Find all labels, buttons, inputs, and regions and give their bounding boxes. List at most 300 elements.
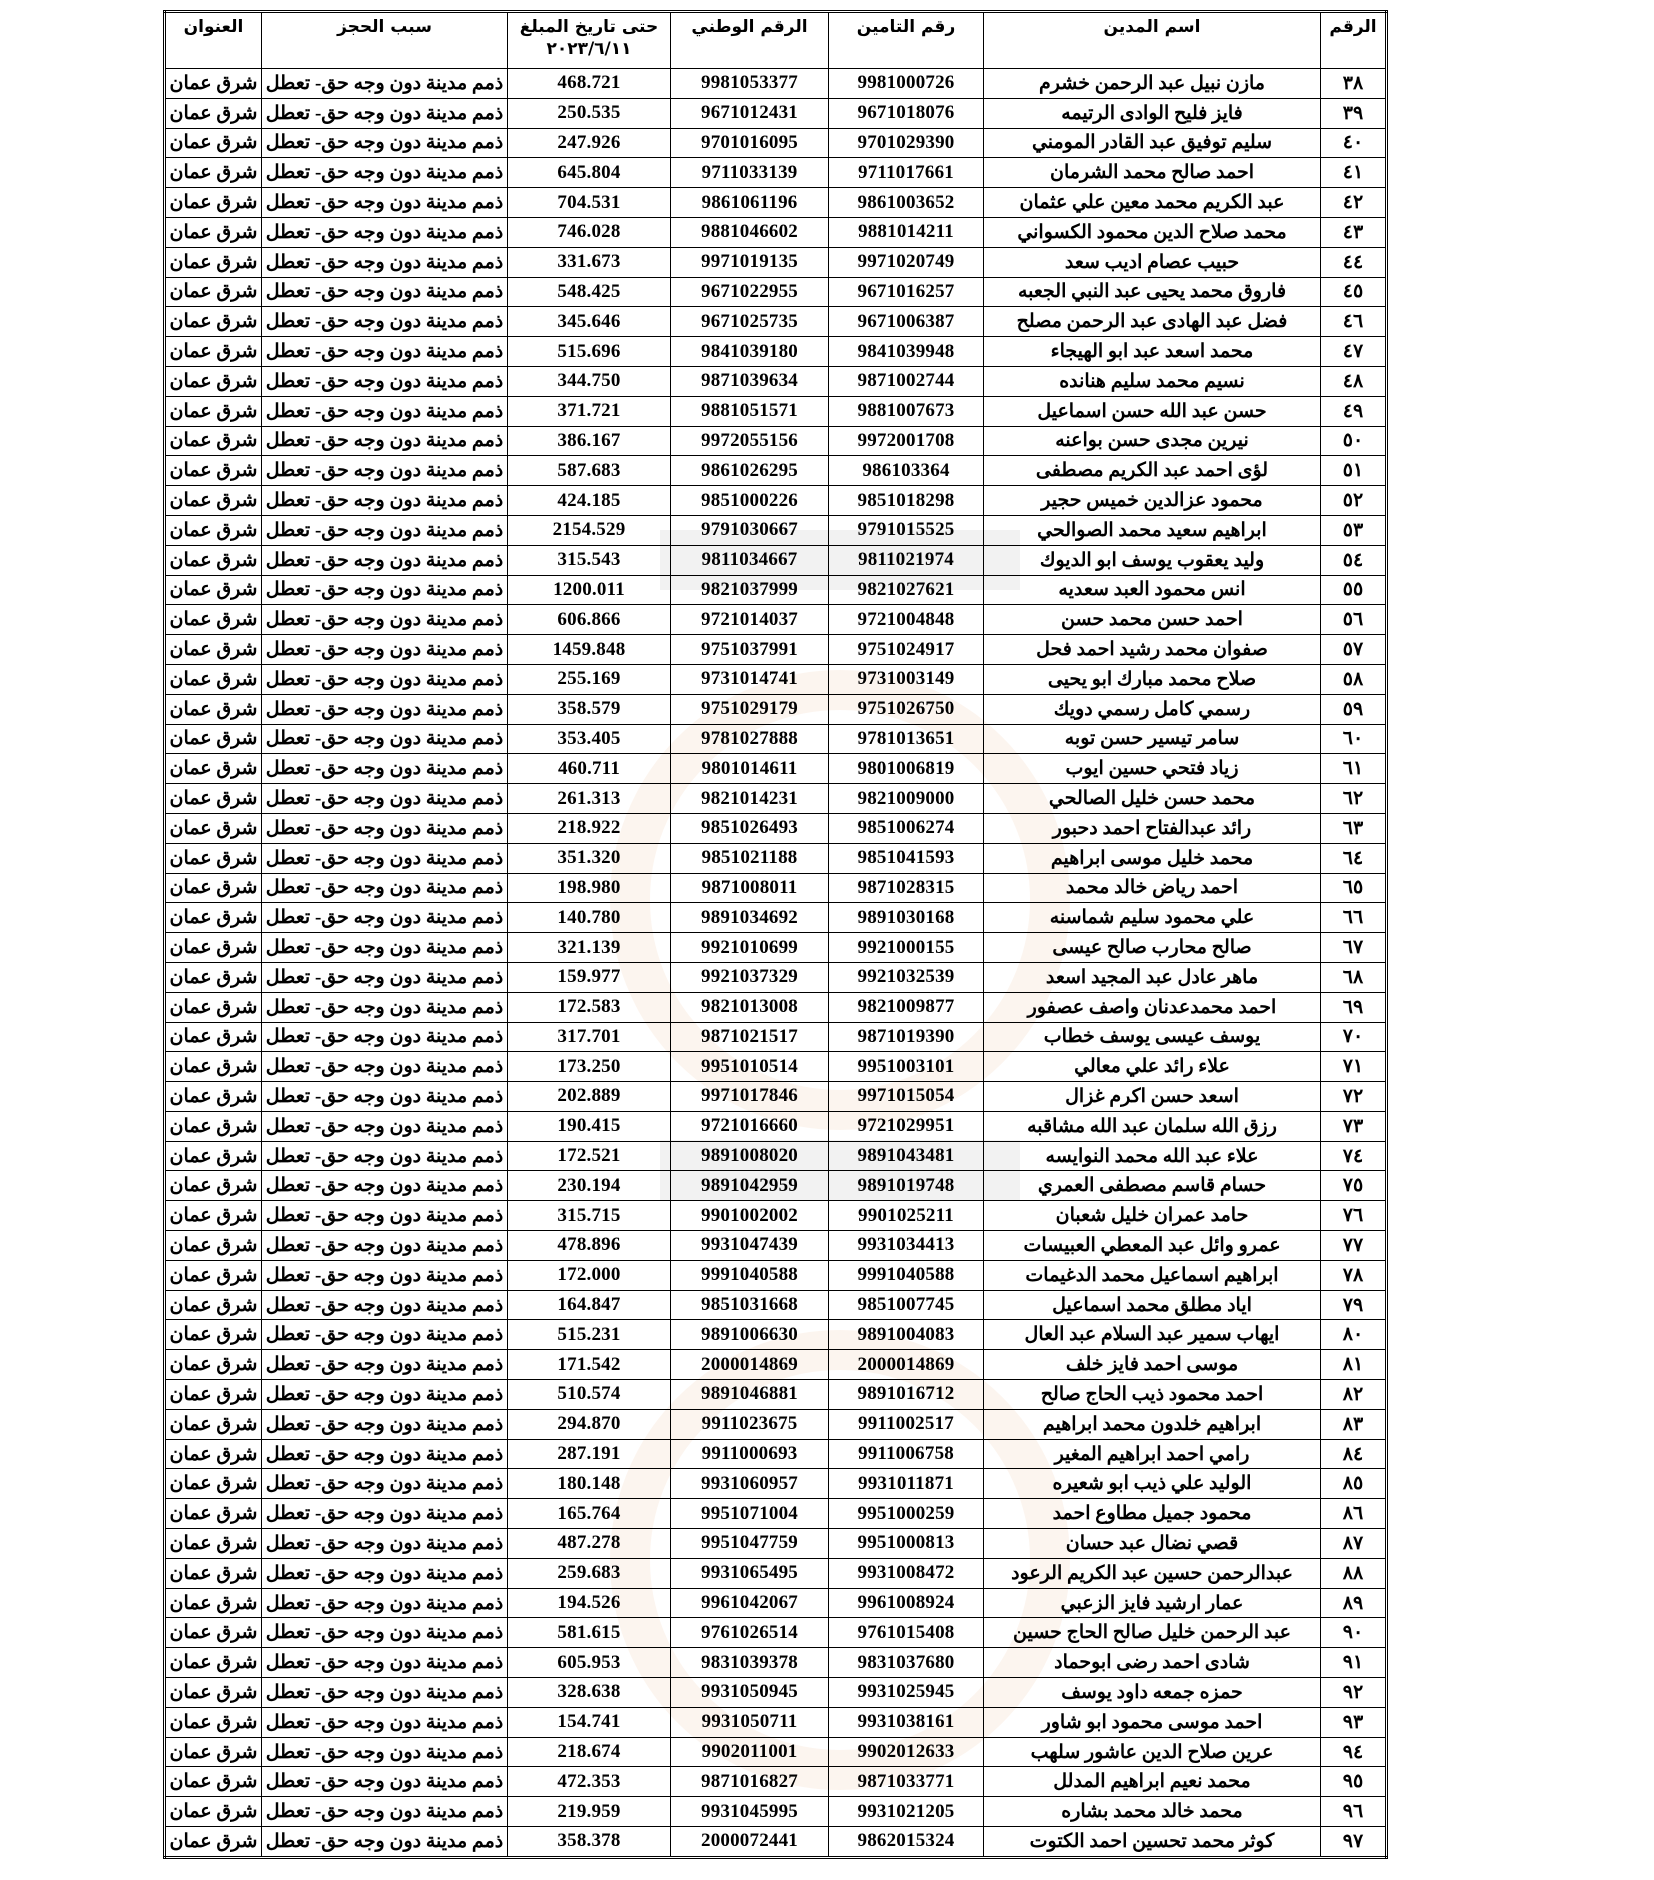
cell-national-id: 9731014741 [671, 664, 829, 694]
cell-reason: ذمم مدينة دون وجه حق- تعطل [262, 575, 508, 605]
cell-insurance-no: 9851018298 [829, 486, 984, 516]
cell-national-id: 9811034667 [671, 545, 829, 575]
cell-debtor-name: عبدالرحمن حسين عبد الكريم الرعود [984, 1558, 1321, 1588]
table-row [165, 307, 1387, 337]
cell-debtor-name: محمود عزالدين خميس حجير [984, 486, 1321, 516]
cell-debtor-name: ايهاب سمير عبد السلام عبد العال [984, 1320, 1321, 1350]
cell-amount: 424.185 [508, 486, 671, 516]
cell-debtor-name: وليد يعقوب يوسف ابو الديوك [984, 545, 1321, 575]
table-row [165, 337, 1387, 367]
cell-debtor-name: احمد صالح محمد الشرمان [984, 158, 1321, 188]
table-row [165, 1052, 1387, 1082]
cell-address: شرق عمان [165, 1618, 262, 1648]
cell-reason: ذمم مدينة دون وجه حق- تعطل [262, 426, 508, 456]
cell-amount: 315.715 [508, 1201, 671, 1231]
cell-national-id: 9921037329 [671, 962, 829, 992]
cell-address: شرق عمان [165, 784, 262, 814]
header-index: الرقم [1321, 12, 1387, 69]
cell-amount: 328.638 [508, 1678, 671, 1708]
cell-debtor-name: عبد الرحمن خليل صالح الحاج حسين [984, 1618, 1321, 1648]
cell-address: شرق عمان [165, 1171, 262, 1201]
cell-index: ٩٠ [1321, 1618, 1387, 1648]
cell-insurance-no: 9801006819 [829, 754, 984, 784]
cell-amount: 351.320 [508, 843, 671, 873]
cell-index: ٧٣ [1321, 1111, 1387, 1141]
cell-national-id: 9931047439 [671, 1231, 829, 1261]
cell-national-id: 9871021517 [671, 1022, 829, 1052]
cell-index: ٦٨ [1321, 962, 1387, 992]
cell-amount: 345.646 [508, 307, 671, 337]
cell-index: ٥٣ [1321, 515, 1387, 545]
cell-debtor-name: احمد محمدعدنان واصف عصفور [984, 992, 1321, 1022]
table-row [165, 784, 1387, 814]
cell-national-id: 9931050711 [671, 1707, 829, 1737]
cell-reason: ذمم مدينة دون وجه حق- تعطل [262, 486, 508, 516]
cell-address: شرق عمان [165, 1111, 262, 1141]
cell-amount: 172.000 [508, 1260, 671, 1290]
cell-amount: 218.922 [508, 813, 671, 843]
cell-reason: ذمم مدينة دون وجه حق- تعطل [262, 1469, 508, 1499]
cell-reason: ذمم مدينة دون وجه حق- تعطل [262, 1320, 508, 1350]
cell-reason: ذمم مدينة دون وجه حق- تعطل [262, 784, 508, 814]
cell-national-id: 9671025735 [671, 307, 829, 337]
cell-insurance-no: 9862015324 [829, 1827, 984, 1858]
cell-address: شرق عمان [165, 247, 262, 277]
cell-index: ٨٤ [1321, 1439, 1387, 1469]
cell-amount: 587.683 [508, 456, 671, 486]
cell-national-id: 9902011001 [671, 1737, 829, 1767]
cell-reason: ذمم مدينة دون وجه حق- تعطل [262, 307, 508, 337]
table-row [165, 277, 1387, 307]
cell-insurance-no: 9911002517 [829, 1409, 984, 1439]
cell-address: شرق عمان [165, 396, 262, 426]
table-row [165, 843, 1387, 873]
cell-amount: 358.378 [508, 1827, 671, 1858]
cell-amount: 173.250 [508, 1052, 671, 1082]
cell-insurance-no: 9831037680 [829, 1648, 984, 1678]
cell-amount: 164.847 [508, 1290, 671, 1320]
cell-debtor-name: انس محمود العبد سعديه [984, 575, 1321, 605]
cell-address: شرق عمان [165, 486, 262, 516]
cell-amount: 460.711 [508, 754, 671, 784]
cell-insurance-no: 9821027621 [829, 575, 984, 605]
cell-amount: 190.415 [508, 1111, 671, 1141]
table-row [165, 128, 1387, 158]
cell-insurance-no: 9931008472 [829, 1558, 984, 1588]
cell-address: شرق عمان [165, 992, 262, 1022]
cell-national-id: 9851021188 [671, 843, 829, 873]
cell-index: ٤٣ [1321, 217, 1387, 247]
cell-amount: 358.579 [508, 694, 671, 724]
cell-index: ٨٠ [1321, 1320, 1387, 1350]
cell-index: ٥٨ [1321, 664, 1387, 694]
cell-index: ٥٥ [1321, 575, 1387, 605]
cell-index: ٧٨ [1321, 1260, 1387, 1290]
table-row [165, 1201, 1387, 1231]
table-row [165, 545, 1387, 575]
cell-national-id: 9931060957 [671, 1469, 829, 1499]
cell-national-id: 9961042067 [671, 1588, 829, 1618]
cell-reason: ذمم مدينة دون وجه حق- تعطل [262, 337, 508, 367]
cell-amount: 487.278 [508, 1529, 671, 1559]
cell-debtor-name: محمد خالد محمد بشاره [984, 1797, 1321, 1827]
table-row [165, 933, 1387, 963]
cell-amount: 645.804 [508, 158, 671, 188]
table-row [165, 1648, 1387, 1678]
cell-debtor-name: علاء رائد علي معالي [984, 1052, 1321, 1082]
cell-address: شرق عمان [165, 1231, 262, 1261]
cell-debtor-name: صلاح محمد مبارك ابو يحيى [984, 664, 1321, 694]
cell-national-id: 2000072441 [671, 1827, 829, 1858]
cell-debtor-name: احمد حسن محمد حسن [984, 605, 1321, 635]
cell-amount: 250.535 [508, 98, 671, 128]
cell-amount: 261.313 [508, 784, 671, 814]
cell-debtor-name: احمد محمود ذيب الحاج صالح [984, 1380, 1321, 1410]
cell-address: شرق عمان [165, 1022, 262, 1052]
cell-index: ٧٤ [1321, 1141, 1387, 1171]
header-debtor-name: اسم المدين [984, 12, 1321, 69]
cell-reason: ذمم مدينة دون وجه حق- تعطل [262, 1499, 508, 1529]
table-header-row [165, 12, 1387, 69]
cell-index: ٨١ [1321, 1350, 1387, 1380]
cell-national-id: 9701016095 [671, 128, 829, 158]
cell-reason: ذمم مدينة دون وجه حق- تعطل [262, 277, 508, 307]
cell-insurance-no: 9821009000 [829, 784, 984, 814]
header-reason: سبب الحجز [262, 12, 508, 69]
cell-amount: 159.977 [508, 962, 671, 992]
cell-index: ٥٠ [1321, 426, 1387, 456]
cell-national-id: 9671012431 [671, 98, 829, 128]
cell-amount: 510.574 [508, 1380, 671, 1410]
cell-insurance-no: 9891004083 [829, 1320, 984, 1350]
table-row [165, 98, 1387, 128]
cell-national-id: 9831039378 [671, 1648, 829, 1678]
cell-national-id: 9851031668 [671, 1290, 829, 1320]
cell-address: شرق عمان [165, 1082, 262, 1112]
cell-reason: ذمم مدينة دون وجه حق- تعطل [262, 158, 508, 188]
cell-debtor-name: اياد مطلق محمد اسماعيل [984, 1290, 1321, 1320]
cell-index: ٤٦ [1321, 307, 1387, 337]
cell-amount: 704.531 [508, 188, 671, 218]
table-row [165, 605, 1387, 635]
cell-reason: ذمم مدينة دون وجه حق- تعطل [262, 1409, 508, 1439]
cell-reason: ذمم مدينة دون وجه حق- تعطل [262, 1558, 508, 1588]
cell-national-id: 9671022955 [671, 277, 829, 307]
table-row [165, 1231, 1387, 1261]
cell-index: ٨٨ [1321, 1558, 1387, 1588]
cell-address: شرق عمان [165, 1499, 262, 1529]
cell-debtor-name: علاء عبد الله محمد النوايسه [984, 1141, 1321, 1171]
cell-insurance-no: 9851007745 [829, 1290, 984, 1320]
cell-address: شرق عمان [165, 1409, 262, 1439]
cell-insurance-no: 9921032539 [829, 962, 984, 992]
cell-address: شرق عمان [165, 1141, 262, 1171]
cell-insurance-no: 9931034413 [829, 1231, 984, 1261]
cell-debtor-name: فاروق محمد يحيى عبد النبي الجعبه [984, 277, 1321, 307]
cell-address: شرق عمان [165, 575, 262, 605]
cell-index: ٤٥ [1321, 277, 1387, 307]
table-row [165, 1737, 1387, 1767]
cell-amount: 1459.848 [508, 635, 671, 665]
cell-index: ٧٥ [1321, 1171, 1387, 1201]
cell-reason: ذمم مدينة دون وجه حق- تعطل [262, 635, 508, 665]
cell-reason: ذمم مدينة دون وجه حق- تعطل [262, 1737, 508, 1767]
cell-insurance-no: 9931021205 [829, 1797, 984, 1827]
cell-address: شرق عمان [165, 1469, 262, 1499]
cell-amount: 321.139 [508, 933, 671, 963]
cell-amount: 172.583 [508, 992, 671, 1022]
cell-debtor-name: نيرين مجدى حسن بواعنه [984, 426, 1321, 456]
cell-debtor-name: الوليد علي ذيب ابو شعيره [984, 1469, 1321, 1499]
cell-address: شرق عمان [165, 1648, 262, 1678]
cell-national-id: 9871016827 [671, 1767, 829, 1797]
table-row [165, 1350, 1387, 1380]
cell-debtor-name: كوثر محمد تحسين احمد الكتوت [984, 1827, 1321, 1858]
cell-index: ٦٩ [1321, 992, 1387, 1022]
cell-debtor-name: لؤى احمد عبد الكريم مصطفى [984, 456, 1321, 486]
cell-insurance-no: 9721029951 [829, 1111, 984, 1141]
debtors-document [163, 10, 1385, 1859]
cell-insurance-no: 9951003101 [829, 1052, 984, 1082]
cell-address: شرق عمان [165, 635, 262, 665]
cell-debtor-name: حسام قاسم مصطفى العمري [984, 1171, 1321, 1201]
cell-national-id: 9891008020 [671, 1141, 829, 1171]
table-row [165, 1141, 1387, 1171]
cell-national-id: 9751037991 [671, 635, 829, 665]
cell-debtor-name: احمد رياض خالد محمد [984, 873, 1321, 903]
cell-national-id: 9971019135 [671, 247, 829, 277]
cell-insurance-no: 9881014211 [829, 217, 984, 247]
cell-index: ٨٥ [1321, 1469, 1387, 1499]
cell-index: ٧١ [1321, 1052, 1387, 1082]
cell-national-id: 9761026514 [671, 1618, 829, 1648]
cell-reason: ذمم مدينة دون وجه حق- تعطل [262, 1380, 508, 1410]
cell-national-id: 9721016660 [671, 1111, 829, 1141]
cell-national-id: 2000014869 [671, 1350, 829, 1380]
cell-index: ٣٩ [1321, 98, 1387, 128]
cell-reason: ذمم مدينة دون وجه حق- تعطل [262, 545, 508, 575]
cell-insurance-no: 9861003652 [829, 188, 984, 218]
header-amount [508, 12, 671, 69]
table-row [165, 694, 1387, 724]
cell-reason: ذمم مدينة دون وجه حق- تعطل [262, 1171, 508, 1201]
cell-amount: 219.959 [508, 1797, 671, 1827]
cell-national-id: 9851000226 [671, 486, 829, 516]
header-insurance-no: رقم التامين [829, 12, 984, 69]
cell-national-id: 9861026295 [671, 456, 829, 486]
cell-debtor-name: حسن عبد الله حسن اسماعيل [984, 396, 1321, 426]
cell-national-id: 9921010699 [671, 933, 829, 963]
cell-debtor-name: محمد صلاح الدين محمود الكسواني [984, 217, 1321, 247]
cell-reason: ذمم مدينة دون وجه حق- تعطل [262, 843, 508, 873]
table-row [165, 813, 1387, 843]
cell-national-id: 9801014611 [671, 754, 829, 784]
cell-address: شرق عمان [165, 1827, 262, 1858]
cell-insurance-no: 9751026750 [829, 694, 984, 724]
cell-address: شرق عمان [165, 1767, 262, 1797]
cell-address: شرق عمان [165, 456, 262, 486]
table-row [165, 1827, 1387, 1858]
cell-national-id: 9751029179 [671, 694, 829, 724]
cell-insurance-no: 9991040588 [829, 1260, 984, 1290]
cell-national-id: 9911023675 [671, 1409, 829, 1439]
cell-index: ٤١ [1321, 158, 1387, 188]
cell-insurance-no: 9881007673 [829, 396, 984, 426]
cell-amount: 478.896 [508, 1231, 671, 1261]
cell-address: شرق عمان [165, 1797, 262, 1827]
cell-index: ٦٢ [1321, 784, 1387, 814]
table-row [165, 1529, 1387, 1559]
cell-reason: ذمم مدينة دون وجه حق- تعطل [262, 933, 508, 963]
cell-address: شرق عمان [165, 366, 262, 396]
cell-reason: ذمم مدينة دون وجه حق- تعطل [262, 1707, 508, 1737]
cell-index: ٤٤ [1321, 247, 1387, 277]
cell-national-id: 9891034692 [671, 903, 829, 933]
cell-debtor-name: نسيم محمد سليم هنانده [984, 366, 1321, 396]
cell-insurance-no: 9961008924 [829, 1588, 984, 1618]
cell-insurance-no: 9671006387 [829, 307, 984, 337]
cell-reason: ذمم مدينة دون وجه حق- تعطل [262, 69, 508, 99]
cell-reason: ذمم مدينة دون وجه حق- تعطل [262, 903, 508, 933]
cell-amount: 172.521 [508, 1141, 671, 1171]
cell-debtor-name: محمد حسن خليل الصالحي [984, 784, 1321, 814]
cell-address: شرق عمان [165, 1558, 262, 1588]
table-row [165, 1499, 1387, 1529]
cell-address: شرق عمان [165, 1290, 262, 1320]
cell-insurance-no: 9891016712 [829, 1380, 984, 1410]
table-row [165, 1707, 1387, 1737]
cell-reason: ذمم مدينة دون وجه حق- تعطل [262, 1767, 508, 1797]
cell-insurance-no: 9971020749 [829, 247, 984, 277]
cell-address: شرق عمان [165, 1380, 262, 1410]
cell-index: ٩٦ [1321, 1797, 1387, 1827]
cell-address: شرق عمان [165, 962, 262, 992]
cell-amount: 140.780 [508, 903, 671, 933]
cell-reason: ذمم مدينة دون وجه حق- تعطل [262, 1588, 508, 1618]
table-row [165, 754, 1387, 784]
cell-reason: ذمم مدينة دون وجه حق- تعطل [262, 724, 508, 754]
cell-reason: ذمم مدينة دون وجه حق- تعطل [262, 754, 508, 784]
cell-index: ٤٨ [1321, 366, 1387, 396]
cell-amount: 259.683 [508, 1558, 671, 1588]
cell-national-id: 9871039634 [671, 366, 829, 396]
table-row [165, 1767, 1387, 1797]
cell-debtor-name: رامي احمد ابراهيم المغير [984, 1439, 1321, 1469]
table-row [165, 1171, 1387, 1201]
cell-amount: 468.721 [508, 69, 671, 99]
cell-national-id: 9972055156 [671, 426, 829, 456]
cell-address: شرق عمان [165, 694, 262, 724]
cell-national-id: 9951010514 [671, 1052, 829, 1082]
table-row [165, 992, 1387, 1022]
table-row [165, 188, 1387, 218]
cell-index: ٨٣ [1321, 1409, 1387, 1439]
cell-address: شرق عمان [165, 664, 262, 694]
cell-national-id: 9951047759 [671, 1529, 829, 1559]
cell-insurance-no: 9871019390 [829, 1022, 984, 1052]
cell-address: شرق عمان [165, 1439, 262, 1469]
cell-address: شرق عمان [165, 1320, 262, 1350]
cell-debtor-name: محمد نعيم ابراهيم المدلل [984, 1767, 1321, 1797]
cell-reason: ذمم مدينة دون وجه حق- تعطل [262, 1260, 508, 1290]
cell-index: ٨٧ [1321, 1529, 1387, 1559]
cell-national-id: 9931050945 [671, 1678, 829, 1708]
table-row [165, 456, 1387, 486]
cell-debtor-name: عمار ارشيد فايز الزعبي [984, 1588, 1321, 1618]
cell-debtor-name: حبيب عصام اديب سعد [984, 247, 1321, 277]
cell-debtor-name: عبد الكريم محمد معين علي عثمان [984, 188, 1321, 218]
cell-address: شرق عمان [165, 724, 262, 754]
cell-address: شرق عمان [165, 515, 262, 545]
cell-reason: ذمم مدينة دون وجه حق- تعطل [262, 1231, 508, 1261]
debtors-table [163, 10, 1388, 1859]
table-body [165, 69, 1387, 1858]
cell-index: ٧٢ [1321, 1082, 1387, 1112]
cell-reason: ذمم مدينة دون وجه حق- تعطل [262, 515, 508, 545]
cell-debtor-name: رسمي كامل رسمي دويك [984, 694, 1321, 724]
cell-insurance-no: 9871002744 [829, 366, 984, 396]
cell-insurance-no: 9761015408 [829, 1618, 984, 1648]
cell-debtor-name: ابراهيم اسماعيل محمد الدغيمات [984, 1260, 1321, 1290]
cell-address: شرق عمان [165, 1201, 262, 1231]
cell-amount: 605.953 [508, 1648, 671, 1678]
table-row [165, 396, 1387, 426]
cell-national-id: 9821013008 [671, 992, 829, 1022]
header-amount-date: ٢٠٢٣/٦/١١ [546, 39, 632, 59]
cell-index: ٩٧ [1321, 1827, 1387, 1858]
cell-amount: 746.028 [508, 217, 671, 247]
table-row [165, 486, 1387, 516]
cell-index: ٤٧ [1321, 337, 1387, 367]
table-row [165, 1618, 1387, 1648]
cell-insurance-no: 9871033771 [829, 1767, 984, 1797]
table-row [165, 1111, 1387, 1141]
cell-address: شرق عمان [165, 98, 262, 128]
cell-reason: ذمم مدينة دون وجه حق- تعطل [262, 1648, 508, 1678]
table-row [165, 1022, 1387, 1052]
cell-insurance-no: 9891043481 [829, 1141, 984, 1171]
cell-amount: 1200.011 [508, 575, 671, 605]
cell-national-id: 9981053377 [671, 69, 829, 99]
cell-amount: 255.169 [508, 664, 671, 694]
cell-insurance-no: 9841039948 [829, 337, 984, 367]
table-row [165, 366, 1387, 396]
cell-national-id: 9821037999 [671, 575, 829, 605]
table-row [165, 724, 1387, 754]
cell-index: ٨٩ [1321, 1588, 1387, 1618]
cell-address: شرق عمان [165, 277, 262, 307]
cell-national-id: 9891046881 [671, 1380, 829, 1410]
cell-insurance-no: 2000014869 [829, 1350, 984, 1380]
cell-reason: ذمم مدينة دون وجه حق- تعطل [262, 366, 508, 396]
cell-index: ٩٢ [1321, 1678, 1387, 1708]
cell-index: ٥٢ [1321, 486, 1387, 516]
table-row [165, 1320, 1387, 1350]
cell-reason: ذمم مدينة دون وجه حق- تعطل [262, 1082, 508, 1112]
cell-address: شرق عمان [165, 337, 262, 367]
table-row [165, 1797, 1387, 1827]
cell-debtor-name: رائد عبدالفتاح احمد دحبور [984, 813, 1321, 843]
cell-reason: ذمم مدينة دون وجه حق- تعطل [262, 962, 508, 992]
cell-address: شرق عمان [165, 903, 262, 933]
cell-amount: 2154.529 [508, 515, 671, 545]
cell-address: شرق عمان [165, 128, 262, 158]
cell-address: شرق عمان [165, 1052, 262, 1082]
table-row [165, 1469, 1387, 1499]
table-row [165, 69, 1387, 99]
cell-reason: ذمم مدينة دون وجه حق- تعطل [262, 1141, 508, 1171]
cell-amount: 548.425 [508, 277, 671, 307]
